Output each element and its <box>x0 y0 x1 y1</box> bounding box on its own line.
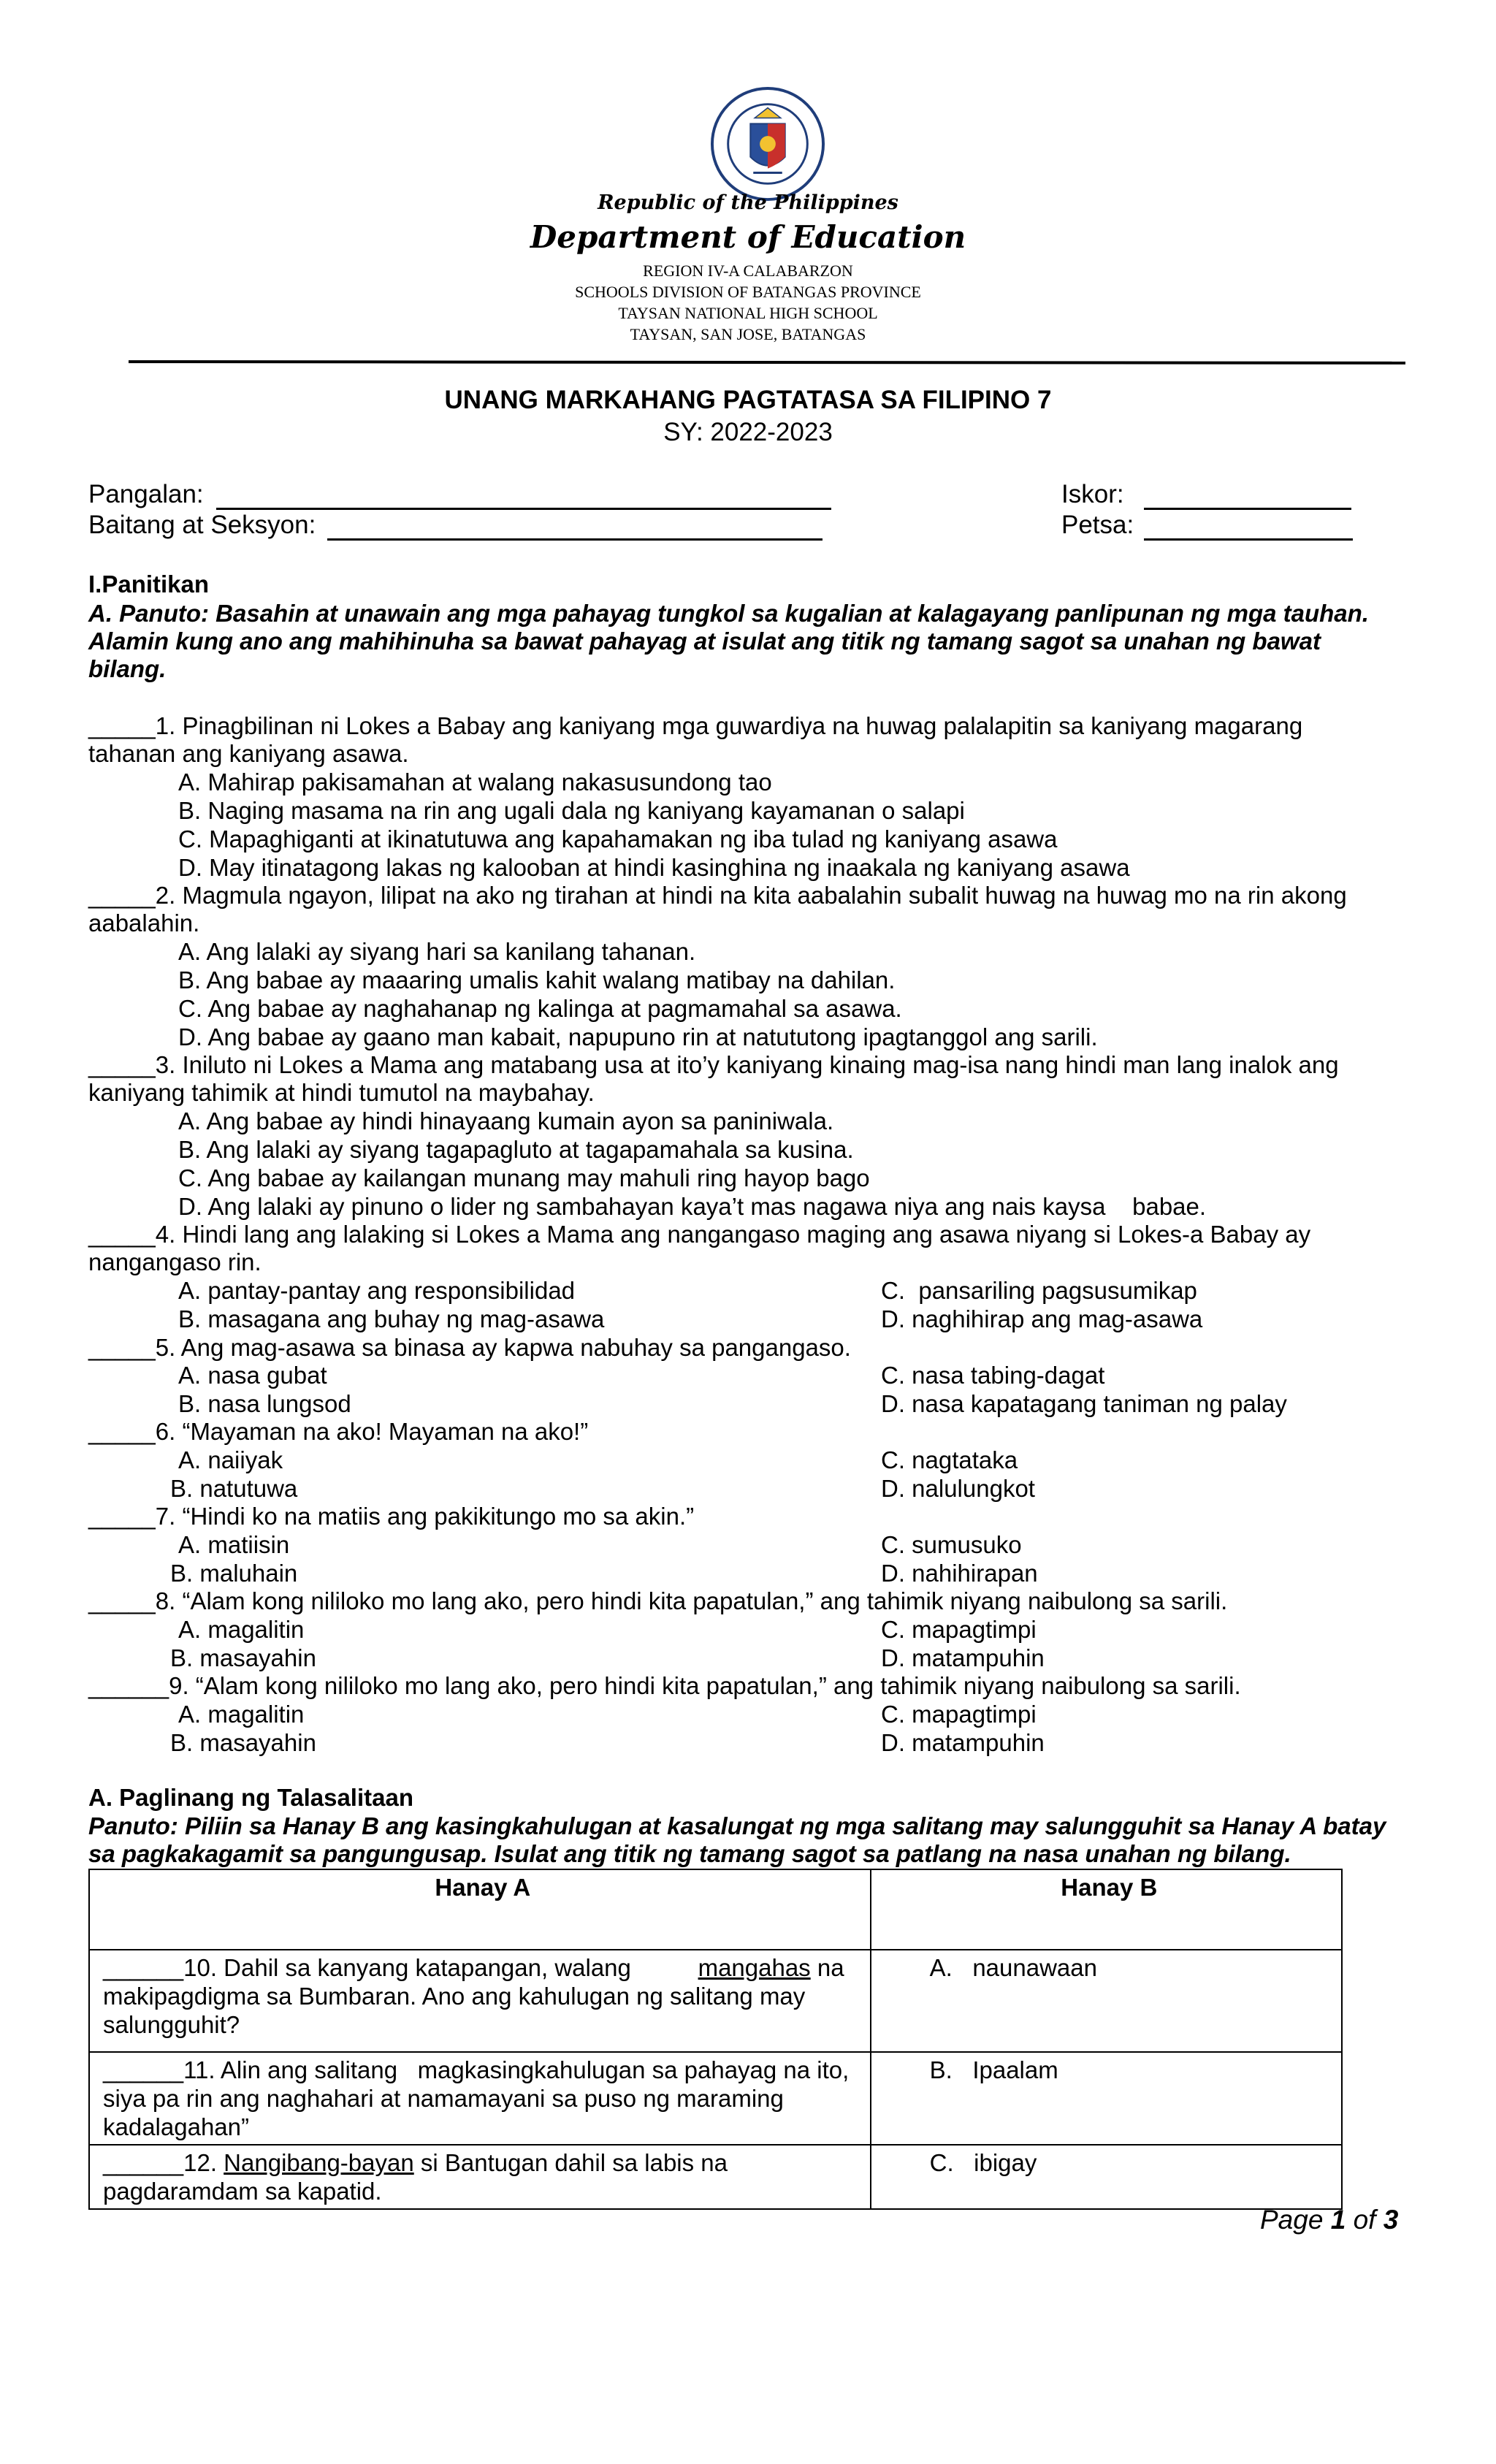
vocab-directions: Panuto: Piliin sa Hanay B ang kasingkahulugan at kasalungat ng mga salitang may salungguhit sa Hanay A batay <box>88 1812 1386 1839</box>
choice: D. Ang babae ay gaano man kabait, napupuno rin at natututong ipagtanggol ang sarili. <box>178 1023 1098 1050</box>
question-3-cont: kaniyang tahimik at hindi tumutol na maybahay. <box>88 1079 595 1106</box>
vocab-directions: sa pagkakagamit sa pangungusap. Isulat ang titik ng tamang sagot sa patlang na nasa unahan ng bilang. <box>88 1840 1291 1867</box>
choice: B. masayahin <box>170 1729 316 1756</box>
choice: B. natutuwa <box>170 1475 298 1502</box>
hanay-b-cell: A. naunawaan <box>871 1950 1342 2052</box>
directions-line: Alamin kung ano ang mahihinuha sa bawat pahayag at isulat ang titik ng tamang sagot sa unahan ng bawat <box>88 628 1321 655</box>
question-4: _____4. Hindi lang ang lalaking si Lokes a Mama ang nangangaso maging ang asawa niyang si Lokes-a Babay ay <box>88 1221 1311 1248</box>
choice: D. nahihirapan <box>881 1560 1038 1587</box>
table-row <box>89 2052 1342 2145</box>
choice: D. nasa kapatagang taniman ng palay <box>881 1390 1287 1417</box>
section-heading: I.Panitikan <box>88 571 210 598</box>
page-number: Page 1 of 3 <box>1260 2205 1399 2235</box>
header-divider <box>129 360 1405 365</box>
deped-seal-icon <box>710 86 825 202</box>
date-field[interactable] <box>1144 515 1353 541</box>
vocab-table <box>88 1869 1343 2210</box>
choice: C. pansariling pagsusumikap <box>881 1277 1197 1304</box>
choice: A. magalitin <box>178 1701 305 1728</box>
choice: A. naiiyak <box>178 1446 283 1473</box>
table-row <box>89 2145 1342 2209</box>
underlined-word: mangahas <box>698 1954 811 1981</box>
question-4-cont: nangangaso rin. <box>88 1248 262 1275</box>
choice: B. Ang babae ay maaaring umalis kahit walang matibay na dahilan. <box>178 966 896 993</box>
choice: D. May itinatagong lakas ng kalooban at hindi kasinghina ng inaakala ng kaniyang asawa <box>178 854 1130 881</box>
choice: C. nagtataka <box>881 1446 1018 1473</box>
choice: D. nalulungkot <box>881 1475 1035 1502</box>
directions-line: bilang. <box>88 655 167 682</box>
directions-line: A. Panuto: Basahin at unawain ang mga pahayag tungkol sa kugalian at kalagayang panlipunan ng mga tauhan. <box>88 600 1369 627</box>
republic-label: Republic of the Philippines <box>598 191 898 214</box>
score-field[interactable] <box>1144 484 1351 510</box>
name-field[interactable] <box>216 484 831 510</box>
question-2: _____2. Magmula ngayon, lilipat na ako ng tirahan at hindi na kita aabalahin subalit huwag na huwag mo na rin akong <box>88 882 1347 909</box>
vocab-heading: A. Paglinang ng Talasalitaan <box>88 1784 413 1811</box>
question-5: _____5. Ang mag-asawa sa binasa ay kapwa nabuhay sa pangangaso. <box>88 1334 851 1361</box>
choice: B. nasa lungsod <box>178 1390 351 1417</box>
choice: B. masayahin <box>170 1644 316 1671</box>
choice: B. Naging masama na rin ang ugali dala ng kaniyang kayamanan o salapi <box>178 797 965 824</box>
choice: C. mapagtimpi <box>881 1701 1037 1728</box>
choice: D. matampuhin <box>881 1729 1045 1756</box>
address-line: TAYSAN, SAN JOSE, BATANGAS <box>630 325 866 343</box>
question-6: _____6. “Mayaman na ako! Mayaman na ako!” <box>88 1418 589 1445</box>
choice: B. masagana ang buhay ng mag-asawa <box>178 1305 605 1332</box>
choice: A. Mahirap pakisamahan at walang nakasusundong tao <box>178 768 772 796</box>
choice: B. maluhain <box>170 1560 298 1587</box>
question-9: ______9. “Alam kong nililoko mo lang ako, pero hindi kita papatulan,” ang tahimik niyang naibulong sa sarili. <box>88 1672 1241 1699</box>
choice: A. pantay-pantay ang responsibilidad <box>178 1277 576 1304</box>
choice: A. nasa gubat <box>178 1362 327 1389</box>
hanay-a-cell: ______12. Nangibang-bayan si Bantugan dahil sa labis na pagdaramdam sa kapatid. <box>89 2145 871 2209</box>
date-label: Petsa: <box>1061 511 1134 539</box>
table-row <box>89 1950 1342 2052</box>
table-header-row <box>89 1869 1342 1950</box>
division-line: SCHOOLS DIVISION OF BATANGAS PROVINCE <box>575 283 921 301</box>
hanay-a-cell: ______11. Alin ang salitang magkasingkahulugan sa pahayag na ito, siya pa rin ang naghahari at namamayani sa puso ng maraming kadalagahan” <box>89 2052 871 2145</box>
school-year: SY: 2022-2023 <box>663 418 833 446</box>
question-3: _____3. Iniluto ni Lokes a Mama ang matabang usa at ito’y kaniyang kinaing mag-isa nang hindi man lang inalok ang <box>88 1051 1339 1078</box>
name-label: Pangalan: <box>88 480 204 508</box>
choice: C. Ang babae ay kailangan munang may mahuli ring hayop bago <box>178 1164 870 1191</box>
department-label: Department of Education <box>530 219 966 255</box>
choice: A. Ang lalaki ay siyang hari sa kanilang tahanan. <box>178 938 696 965</box>
choice: C. Mapaghiganti at ikinatutuwa ang kapahamakan ng iba tulad ng kaniyang asawa <box>178 825 1058 853</box>
underlined-word: Nangibang-bayan <box>224 2149 414 2176</box>
score-label: Iskor: <box>1061 480 1124 508</box>
choice: D. Ang lalaki ay pinuno o lider ng sambahayan kaya’t mas nagawa niya ang nais kaysa babae. <box>178 1193 1207 1220</box>
region-line: REGION IV-A CALABARZON <box>643 262 853 280</box>
choice: B. Ang lalaki ay siyang tagapagluto at tagapamahala sa kusina. <box>178 1136 854 1163</box>
question-8: _____8. “Alam kong nililoko mo lang ako, pero hindi kita papatulan,” ang tahimik niyang naibulong sa sarili. <box>88 1587 1228 1614</box>
question-7: _____7. “Hindi ko na matiis ang pakikitungo mo sa akin.” <box>88 1503 695 1530</box>
column-header-b: Hanay B <box>871 1869 1342 1950</box>
choice: C. mapagtimpi <box>881 1616 1037 1643</box>
choice: D. matampuhin <box>881 1644 1045 1671</box>
exam-title: UNANG MARKAHANG PAGTATASA SA FILIPINO 7 <box>444 386 1052 414</box>
choice: A. matiisin <box>178 1531 290 1558</box>
hanay-a-cell: ______10. Dahil sa kanyang katapangan, walang mangahas na makipagdigma sa Bumbaran. Ano ang kahulugan ng salitang may salungguhit? <box>89 1950 871 2052</box>
hanay-b-cell: C. ibigay <box>871 2145 1342 2209</box>
question-2-cont: aabalahin. <box>88 909 200 937</box>
school-line: TAYSAN NATIONAL HIGH SCHOOL <box>618 304 878 322</box>
grade-section-label: Baitang at Seksyon: <box>88 511 316 539</box>
choice: A. Ang babae ay hindi hinayaang kumain ayon sa paniniwala. <box>178 1107 834 1134</box>
grade-section-field[interactable] <box>327 515 823 541</box>
choice: D. naghihirap ang mag-asawa <box>881 1305 1203 1332</box>
choice: C. Ang babae ay naghahanap ng kalinga at pagmamahal sa asawa. <box>178 995 902 1022</box>
hanay-b-cell: B. Ipaalam <box>871 2052 1342 2145</box>
choice: A. magalitin <box>178 1616 305 1643</box>
question-1-cont: tahanan ang kaniyang asawa. <box>88 740 409 767</box>
question-1: _____1. Pinagbilinan ni Lokes a Babay ang kaniyang mga guwardiya na huwag palalapitin sa kaniyang magarang <box>88 712 1303 739</box>
choice: C. sumusuko <box>881 1531 1022 1558</box>
column-header-a: Hanay A <box>89 1869 871 1950</box>
choice: C. nasa tabing-dagat <box>881 1362 1105 1389</box>
